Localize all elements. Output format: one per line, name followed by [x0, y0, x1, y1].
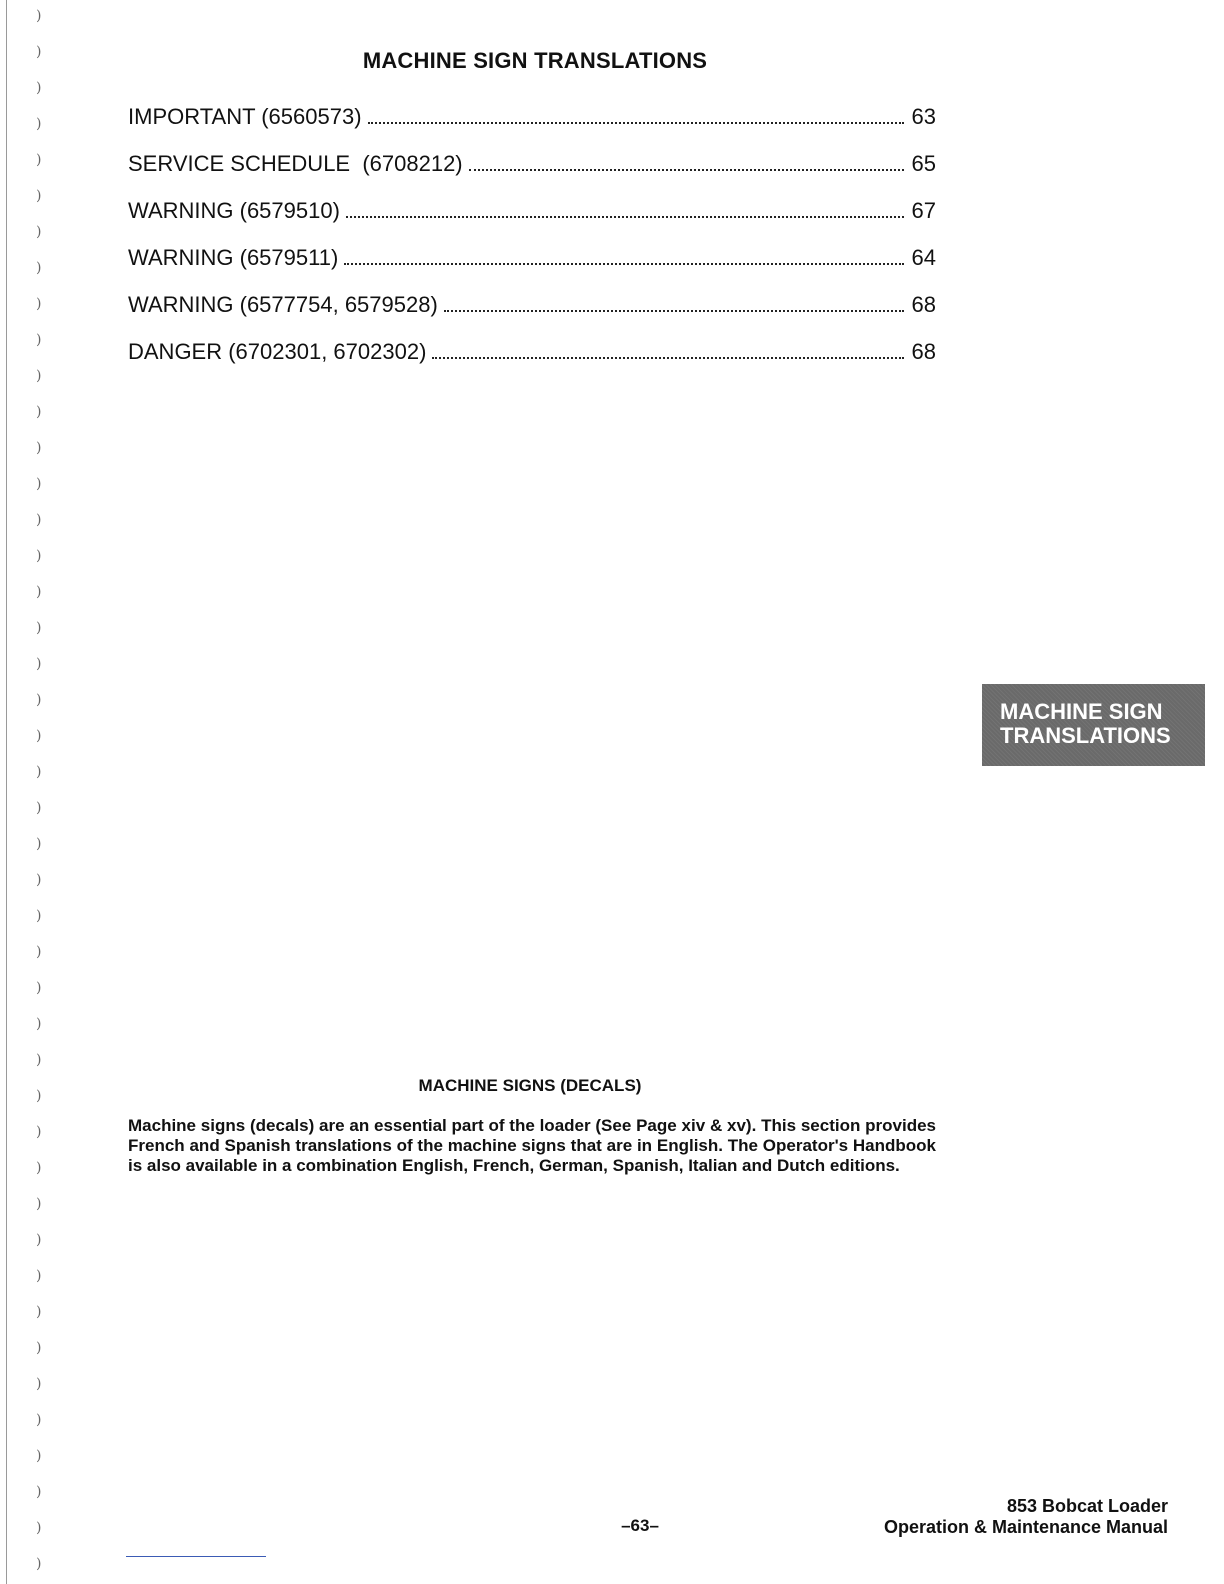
binding-hole-mark: )	[36, 332, 42, 348]
binding-hole-mark: )	[36, 1556, 42, 1572]
page-number: –63–	[621, 1516, 659, 1535]
toc-entry	[128, 104, 936, 151]
toc-entry-page: 68	[911, 292, 936, 317]
binding-hole-mark: )	[36, 1196, 42, 1212]
page-title: MACHINE SIGN TRANSLATIONS	[362, 48, 708, 73]
toc-entry-page: 64	[911, 245, 936, 270]
manual-title-line: 853 Bobcat Loader	[1006, 1496, 1168, 1516]
section-paragraph: Machine signs (decals) are an essential part of the loader (See Page xiv & xv). This section provides French and Spanish translations of the machine signs that are in English. The Operator's Handbook is also available in a combination English, French, German, Spanish, Italian and Dutch editions.	[128, 1116, 936, 1175]
binding-hole-mark: )	[36, 296, 42, 312]
binding-hole-mark: )	[36, 1340, 42, 1356]
binding-edge	[6, 0, 7, 1584]
binding-hole-mark: )	[36, 152, 42, 168]
binding-hole-mark: )	[36, 692, 42, 708]
dot-leader	[469, 168, 904, 171]
binding-hole-mark: )	[36, 1124, 42, 1140]
manual-title-line: Operation & Maintenance Manual	[883, 1517, 1168, 1537]
dot-leader	[344, 262, 903, 265]
toc-entry-label: WARNING (6579511)	[128, 245, 339, 270]
binding-hole-mark: )	[36, 548, 42, 564]
manual-title	[884, 1496, 1168, 1538]
binding-hole-mark: )	[36, 656, 42, 672]
toc-entry	[128, 245, 936, 292]
binding-hole-mark: )	[36, 908, 42, 924]
binding-hole-mark: )	[36, 728, 42, 744]
binding-hole-mark: )	[36, 404, 42, 420]
binding-hole-mark: )	[36, 476, 42, 492]
toc-entry	[128, 292, 936, 339]
binding-hole-mark: )	[36, 1448, 42, 1464]
binding-hole-mark: )	[36, 620, 42, 636]
binding-hole-mark: )	[36, 440, 42, 456]
binding-hole-mark: )	[36, 368, 42, 384]
binding-hole-mark: )	[36, 836, 42, 852]
binding-hole-mark: )	[36, 1268, 42, 1284]
dot-leader	[444, 309, 904, 312]
table-of-contents	[128, 104, 936, 386]
side-tab-line: MACHINE SIGN	[1000, 699, 1163, 724]
binding-hole-mark: )	[36, 944, 42, 960]
binding-hole-mark: )	[36, 260, 42, 276]
binding-hole-mark: )	[36, 44, 42, 60]
toc-entry-label: DANGER (6702301, 6702302)	[128, 339, 427, 364]
binding-hole-mark: )	[36, 1304, 42, 1320]
toc-entry	[128, 339, 936, 386]
toc-entry	[128, 198, 936, 245]
toc-entry-page: 65	[911, 151, 936, 176]
binding-hole-mark: )	[36, 872, 42, 888]
binding-hole-mark: )	[36, 584, 42, 600]
toc-entry-label: IMPORTANT (6560573)	[128, 104, 362, 129]
binding-hole-mark: )	[36, 1160, 42, 1176]
toc-entry	[128, 151, 936, 198]
binding-hole-mark: )	[36, 1088, 42, 1104]
section-heading: MACHINE SIGNS (DECALS)	[418, 1076, 642, 1095]
toc-entry-page: 67	[911, 198, 936, 223]
toc-entry-label: WARNING (6577754, 6579528)	[128, 292, 438, 317]
binding-hole-mark: )	[36, 1052, 42, 1068]
binding-hole-mark: )	[36, 116, 42, 132]
binding-hole-mark: )	[36, 800, 42, 816]
toc-entry-page: 63	[911, 104, 936, 129]
binding-hole-mark: )	[36, 1484, 42, 1500]
dot-leader	[368, 121, 904, 124]
binding-hole-mark: )	[36, 188, 42, 204]
binding-hole-mark: )	[36, 1520, 42, 1536]
binding-hole-marks	[30, 0, 50, 1584]
section-side-tab	[982, 684, 1205, 766]
footer-rule	[126, 1556, 266, 1557]
binding-hole-mark: )	[36, 80, 42, 96]
binding-hole-mark: )	[36, 8, 42, 24]
binding-hole-mark: )	[36, 980, 42, 996]
side-tab-line: TRANSLATIONS	[1000, 723, 1171, 748]
toc-entry-label: WARNING (6579510)	[128, 198, 340, 223]
binding-hole-mark: )	[36, 512, 42, 528]
dot-leader	[432, 356, 903, 359]
binding-hole-mark: )	[36, 224, 42, 240]
toc-entry-label: SERVICE SCHEDULE (6708212)	[128, 151, 463, 176]
binding-hole-mark: )	[36, 1232, 42, 1248]
binding-hole-mark: )	[36, 764, 42, 780]
binding-hole-mark: )	[36, 1016, 42, 1032]
dot-leader	[346, 215, 904, 218]
binding-hole-mark: )	[36, 1376, 42, 1392]
binding-hole-mark: )	[36, 1412, 42, 1428]
toc-entry-page: 68	[911, 339, 936, 364]
